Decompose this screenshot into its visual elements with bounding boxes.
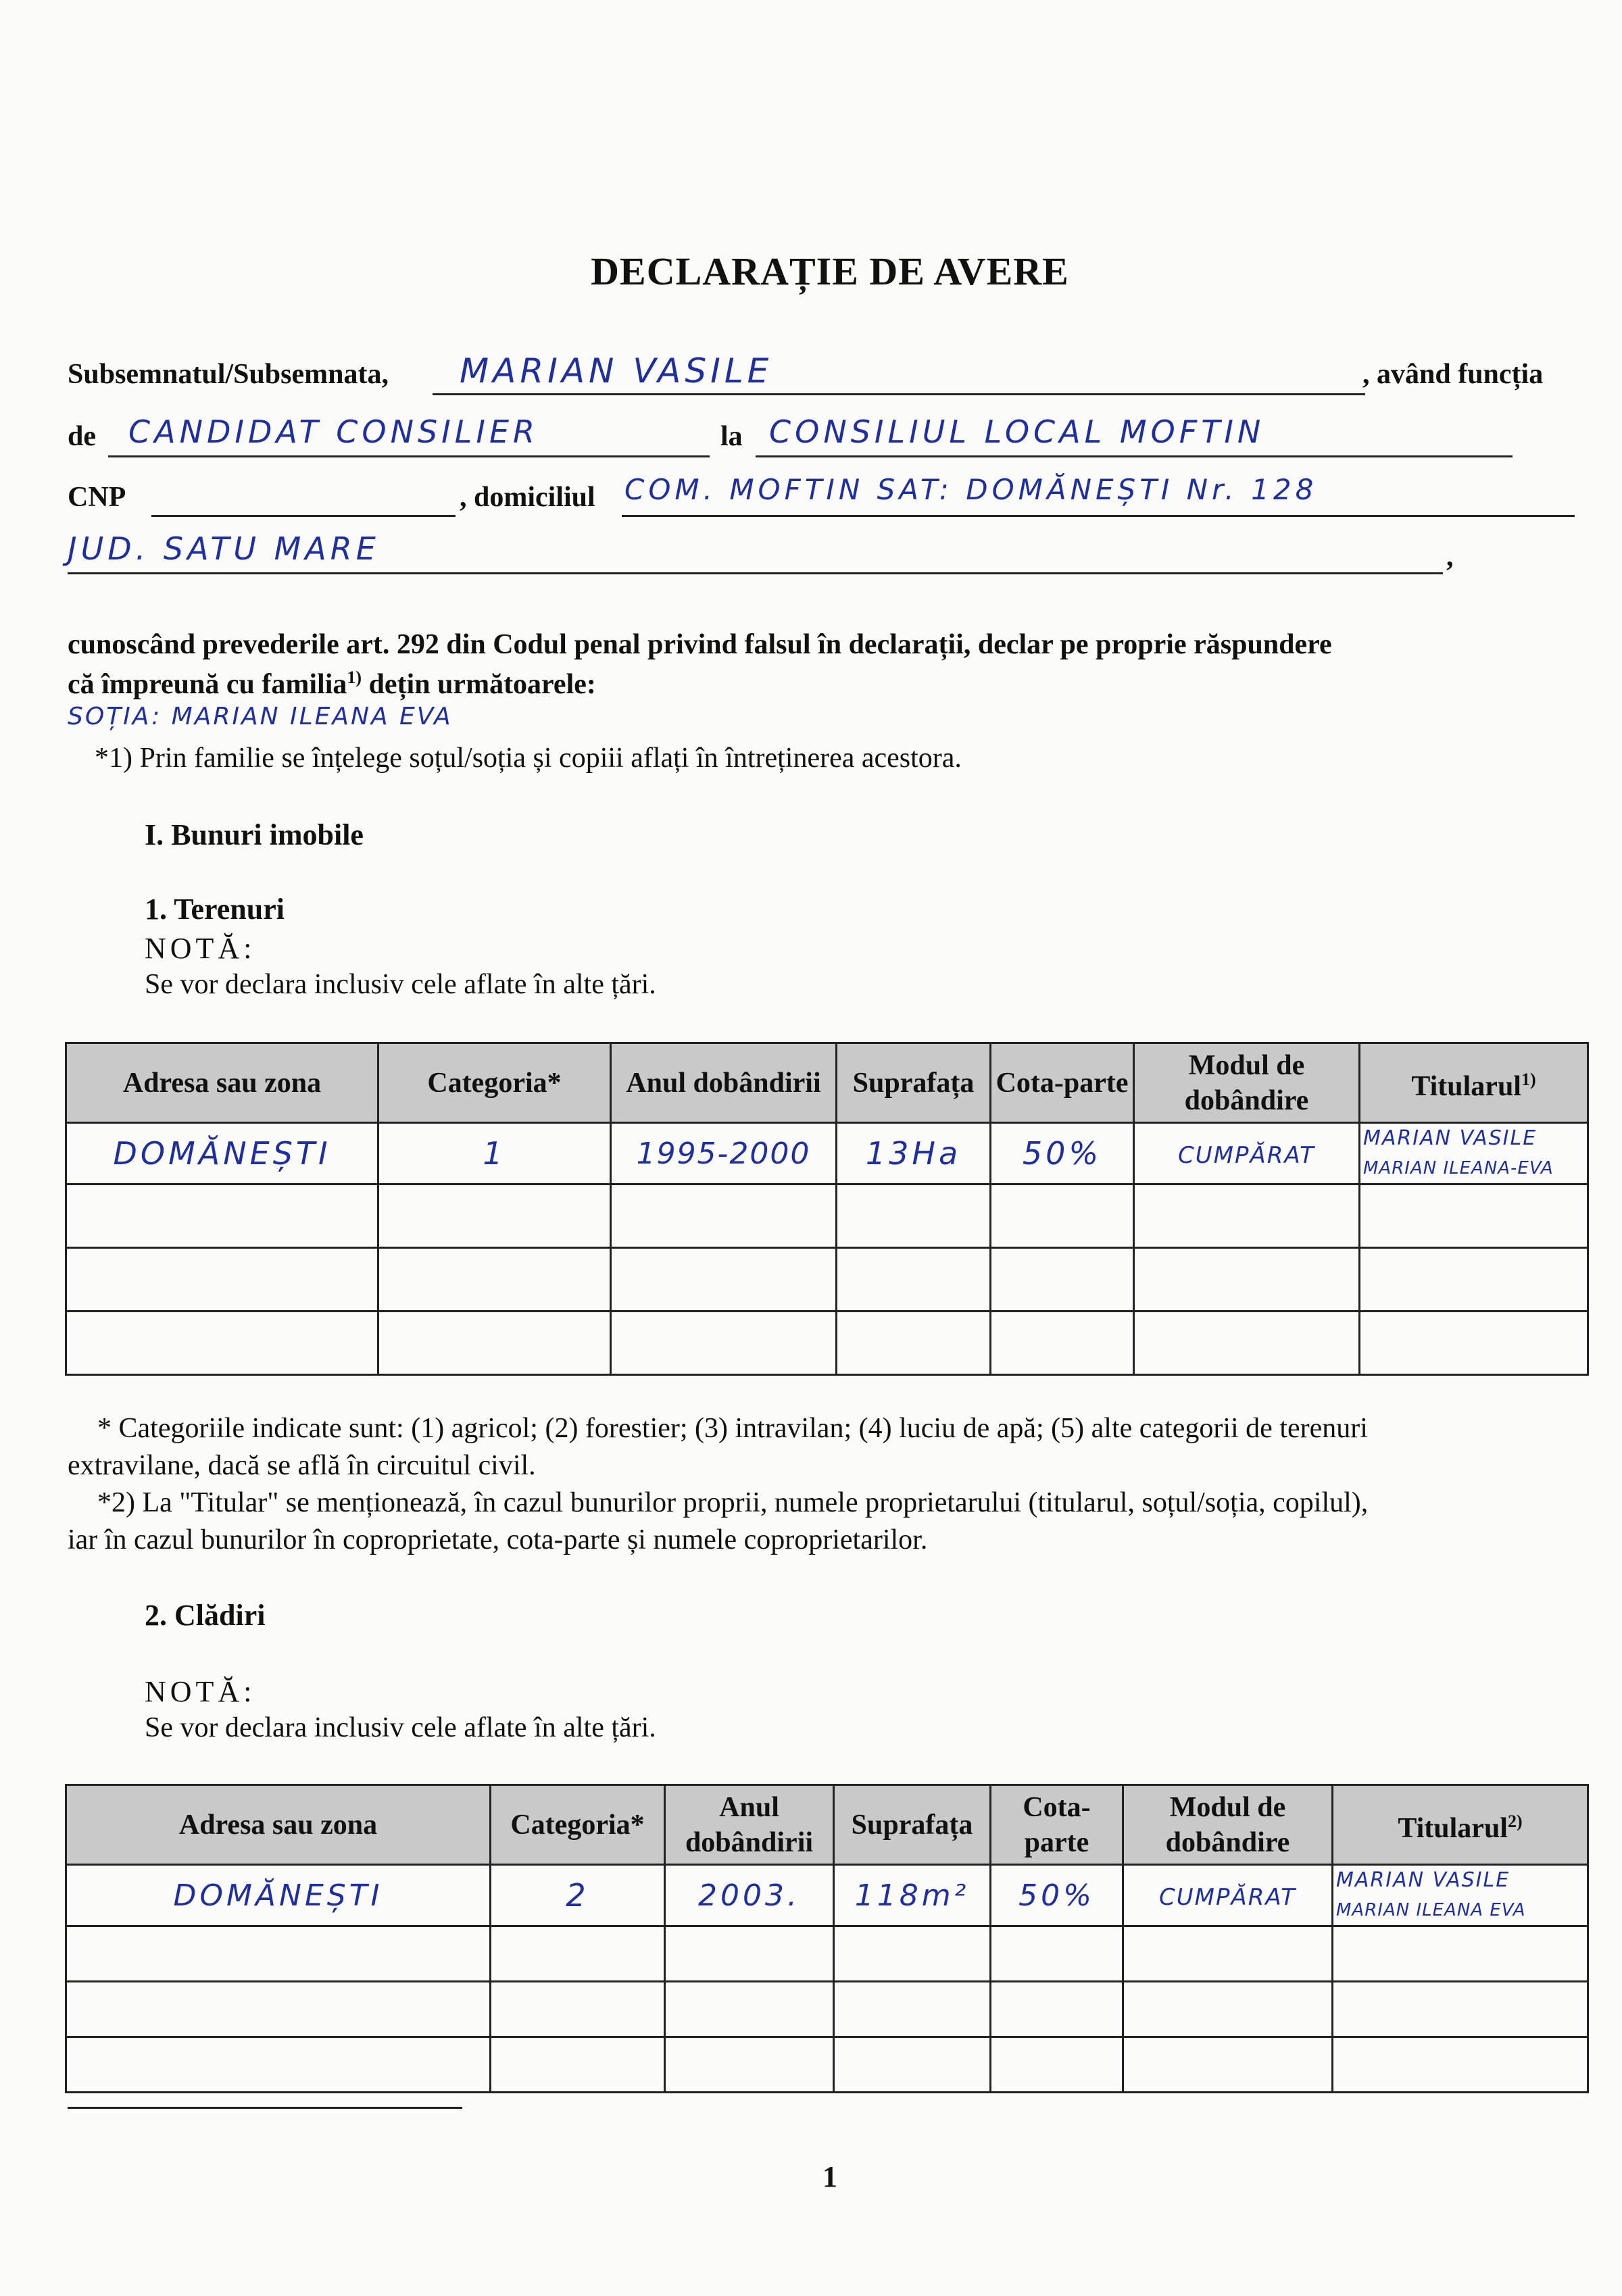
col-suprafata: Suprafața <box>837 1043 991 1123</box>
col-adresa: Adresa sau zona <box>66 1043 378 1123</box>
page-number: 1 <box>822 2160 837 2193</box>
col-anul: Anul dobândirii <box>611 1043 837 1123</box>
cell-anul-text: 1995-2000 <box>636 1136 811 1171</box>
avand-functia-label: , având funcția <box>1362 359 1544 390</box>
nota-label-1: NOTĂ: <box>145 932 256 965</box>
cell-titular-2: MARIAN ILEANA-EVA <box>1363 1158 1554 1178</box>
cell-anul-text: 2003. <box>698 1878 800 1913</box>
name-handwritten: MARIAN VASILE <box>460 351 773 391</box>
col-anul: Anul dobândirii <box>665 1785 834 1865</box>
col-titular-label: Titularul <box>1398 1812 1508 1844</box>
cell-cota-text: 50% <box>1022 1135 1102 1172</box>
intro-line-2 <box>68 668 596 701</box>
intro-detin: dețin următoarele: <box>362 669 596 700</box>
cell-suprafata-text: 118m² <box>854 1878 970 1913</box>
col-titular <box>1360 1043 1588 1123</box>
titular-note: *2) La "Titular" se menționează, în cazul bunurilor proprii, numele proprietarului (titularul, soțul/soția, copilul), <box>97 1487 1369 1518</box>
categories-note-2: extravilane, dacă se află în circuitul civil. <box>68 1450 536 1481</box>
cnp-label: CNP <box>68 482 126 513</box>
cell-suprafata <box>834 1865 991 1926</box>
cell-titular <box>1360 1123 1588 1184</box>
col-cota: Cota-parte <box>991 1785 1123 1865</box>
cell-adresa <box>66 1865 491 1926</box>
table-row <box>66 2037 1588 2093</box>
cell-suprafata-text: 13Ha <box>865 1135 962 1172</box>
col-titular-label: Titularul <box>1411 1070 1521 1102</box>
cell-modul <box>1123 1865 1333 1926</box>
subsection-terenuri: 1. Terenuri <box>145 893 285 926</box>
col-suprafata: Suprafața <box>834 1785 991 1865</box>
address-comma: , <box>1446 541 1454 572</box>
table-row <box>66 1982 1588 2037</box>
footnote-separator <box>68 2107 462 2109</box>
table-row <box>66 1926 1588 1982</box>
cell-modul <box>1134 1123 1360 1184</box>
cnp-field <box>151 473 456 517</box>
col-modul: Modul de dobândire <box>1134 1043 1360 1123</box>
institution-field <box>756 414 1513 457</box>
cell-adresa <box>66 1123 378 1184</box>
cell-modul-text: CUMPĂRAT <box>1178 1141 1315 1169</box>
cell-categoria <box>378 1123 611 1184</box>
cell-cota <box>991 1123 1134 1184</box>
col-modul: Modul de dobândire <box>1123 1785 1333 1865</box>
subsemnatul-label: Subsemnatul/Subsemnata, <box>68 359 389 390</box>
cladiri-table <box>65 1784 1589 2093</box>
terenuri-table <box>65 1042 1589 1376</box>
cell-titular-1: MARIAN VASILE <box>1363 1126 1538 1150</box>
col-titular-sup: 2) <box>1507 1811 1523 1831</box>
titular-note-2: iar în cazul bunurilor în coproprietate, cota-parte și numele coproprietarilor. <box>68 1524 928 1555</box>
address-handwritten: COM. MOFTIN SAT: DOMĂNEȘTI Nr. 128 <box>624 473 1318 506</box>
cell-cota-text: 50% <box>1018 1878 1095 1913</box>
nota-label-2: NOTĂ: <box>145 1675 256 1708</box>
cell-categoria <box>491 1865 665 1926</box>
table-row <box>66 1865 1588 1926</box>
cell-categoria-text: 1 <box>483 1135 506 1172</box>
col-titular <box>1333 1785 1588 1865</box>
spouse-handwritten: SOȚIA: MARIAN ILEANA EVA <box>68 703 453 730</box>
cell-cota <box>991 1865 1123 1926</box>
address2-field <box>68 530 1443 574</box>
cell-adresa-text: DOMĂNEȘTI <box>173 1878 383 1913</box>
address-field <box>622 473 1575 517</box>
cell-titular-1: MARIAN VASILE <box>1336 1868 1510 1892</box>
nota-text-1: Se vor declara inclusiv cele aflate în alte țări. <box>145 969 656 1000</box>
categories-note: * Categoriile indicate sunt: (1) agricol; (2) forestier; (3) intravilan; (4) luciu de apă; (5) alte categorii de terenuri <box>97 1413 1368 1444</box>
address2-handwritten: JUD. SATU MARE <box>68 530 380 567</box>
table-row <box>66 1312 1588 1375</box>
intro-line-1: cunoscând prevederile art. 292 din Codul penal privind falsul în declarații, declar pe proprie răspundere <box>68 629 1332 660</box>
document-title: DECLARAȚIE DE AVERE <box>591 249 1069 293</box>
institution-handwritten: CONSILIUL LOCAL MOFTIN <box>769 414 1265 450</box>
subsection-cladiri: 2. Clădiri <box>145 1599 266 1632</box>
function-handwritten: CANDIDAT CONSILIER <box>128 414 539 450</box>
intro-familia: că împreună cu familia <box>68 669 347 700</box>
la-label: la <box>720 421 743 452</box>
cell-titular <box>1333 1865 1588 1926</box>
col-categoria: Categoria* <box>378 1043 611 1123</box>
cell-adresa-text: DOMĂNEȘTI <box>113 1135 331 1172</box>
table-row <box>66 1123 1588 1184</box>
cell-suprafata <box>837 1123 991 1184</box>
cell-titular-2: MARIAN ILEANA EVA <box>1336 1900 1526 1920</box>
family-footnote: *1) Prin familie se înțelege soțul/soția și copiii aflați în întreținerea acestora. <box>95 743 962 774</box>
name-field <box>433 351 1365 395</box>
nota-text-2: Se vor declara inclusiv cele aflate în alte țări. <box>145 1712 656 1743</box>
domiciliul-label: , domiciliul <box>460 482 595 513</box>
col-cota: Cota-parte <box>991 1043 1134 1123</box>
intro-sup: 1) <box>347 668 362 687</box>
cell-modul-text: CUMPĂRAT <box>1159 1883 1296 1911</box>
table-row <box>66 1248 1588 1312</box>
cell-anul <box>665 1865 834 1926</box>
function-field <box>108 414 710 457</box>
section-bunuri-imobile: I. Bunuri imobile <box>145 818 364 851</box>
cell-anul <box>611 1123 837 1184</box>
col-titular-sup: 1) <box>1521 1069 1536 1089</box>
col-categoria: Categoria* <box>491 1785 665 1865</box>
de-label: de <box>68 421 96 452</box>
col-adresa: Adresa sau zona <box>66 1785 491 1865</box>
table-row <box>66 1184 1588 1248</box>
cell-categoria-text: 2 <box>566 1877 589 1914</box>
